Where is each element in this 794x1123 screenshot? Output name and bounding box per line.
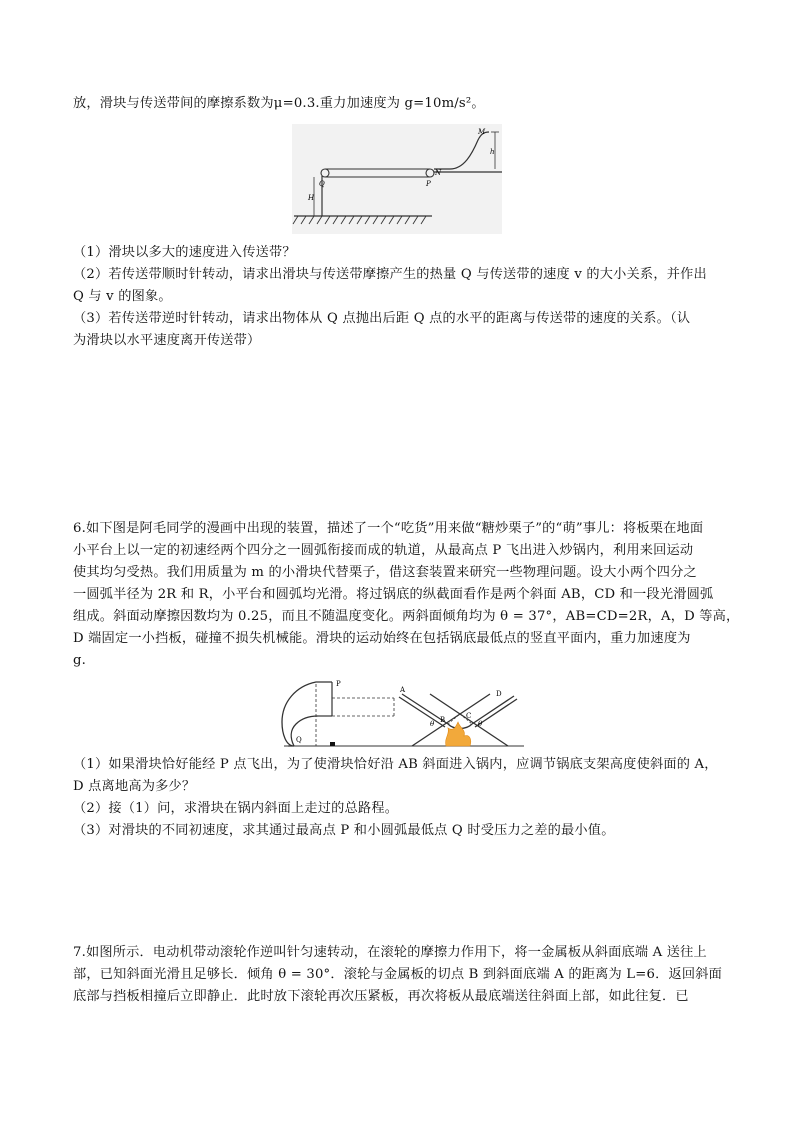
label-B: B (440, 716, 446, 724)
label-H: H (308, 194, 315, 202)
p6-stem-line-7: g. (73, 653, 87, 668)
p5-question-3-line-1: （3）若传送带逆时针转动，请求出物体从 Q 点抛出后距 Q 点的水平的距离与传送带的速度的关系。（认 (73, 311, 691, 326)
p7-line-2: 部，已知斜面光滑且足够长．倾角 θ = 30°．滚轮与金属板的切点 B 到斜面底端 A 的距离为 L=6．返回斜面 (73, 967, 723, 982)
p5-question-2-line-2: Q 与 v 的图象。 (73, 289, 172, 304)
label-C: C (466, 712, 472, 720)
p5-question-3-line-2: 为滑块以水平速度离开传送带） (73, 333, 261, 348)
label-Q: Q (319, 180, 325, 188)
label-Q: Q (296, 736, 302, 744)
p6-stem-line-6: D 端固定一小挡板，碰撞不损失机械能。滑块的运动始终在包括锅底最低点的竖直平面内，重力加速度为 (73, 631, 691, 646)
p6-question-2: （2）接（1）问，求滑块在锅内斜面上走过的总路程。 (73, 801, 399, 816)
p6-stem-line-2: 小平台上以一定的初速经两个四分之一圆弧衔接而成的轨道，从最高点 P 飞出进入炒锅内，利用来回运动 (73, 543, 694, 558)
p6-stem-line-1: 6.如下图是阿毛同学的漫画中出现的装置，描述了一个“吃货”用来做“糖炒栗子”的“萌”事儿：将板栗在地面 (73, 521, 704, 536)
label-M: M (478, 128, 486, 136)
label-P: P (426, 180, 431, 188)
label-h: h (490, 148, 495, 156)
label-A: A (400, 686, 406, 694)
p5-question-2-line-1: （2）若传送带顺时针转动，请求出滑块与传送带摩擦产生的热量 Q 与传送带的速度 v 的大小关系，并作出 (73, 267, 707, 282)
label-D: D (496, 690, 502, 698)
p6-question-1-line-1: （1）如果滑块恰好能经 P 点飞出，为了使滑块恰好沿 AB 斜面进入锅内，应调节锅底支架高度使斜面的 A， (73, 757, 718, 772)
label-theta-left: θ (430, 720, 435, 728)
p5-question-1: （1）滑块以多大的速度进入传送带？ (73, 245, 296, 260)
label-theta-right: θ (478, 720, 483, 728)
label-N: N (435, 169, 442, 177)
conveyor-figure (292, 124, 502, 234)
p7-line-1: 7.如图所示．电动机带动滚轮作逆叫针匀速转动，在滚轮的摩擦力作用下，将一金属板从斜面底端 A 送往上 (73, 945, 707, 960)
p7-line-3: 底部与挡板相撞后立即静止．此时放下滚轮再次压紧板，再次将板从最底端送往斜面上部，如此往复．已 (73, 989, 689, 1004)
p6-stem-line-4: 一圆弧半径为 2R 和 R，小平台和圆弧均光滑。将过锅底的纵截面看作是两个斜面 AB，CD 和一段光滑圆弧 (73, 587, 714, 602)
p5-intro-line: 放，滑块与传送带间的摩擦系数为μ=0.3.重力加速度为 g=10m/s²。 (73, 96, 485, 111)
p6-question-1-line-2: D 点离地高为多少？ (73, 779, 196, 794)
p6-stem-line-3: 使其均匀受热。我们用质量为 m 的小滑块代替栗子，借这套装置来研究一些物理问题。设大小两个四分之 (73, 565, 697, 580)
p6-stem-line-5: 组成。斜面动摩擦因数均为 0.25，而且不随温度变化。两斜面倾角均为 θ = 37°，AB=CD=2R，A，D 等高， (73, 609, 740, 624)
frying-pan-figure (276, 664, 526, 754)
p6-question-3: （3）对滑块的不同初速度，求其通过最高点 P 和小圆弧最低点 Q 时受压力之差的最小值。 (73, 823, 615, 838)
label-P: P (336, 680, 341, 688)
